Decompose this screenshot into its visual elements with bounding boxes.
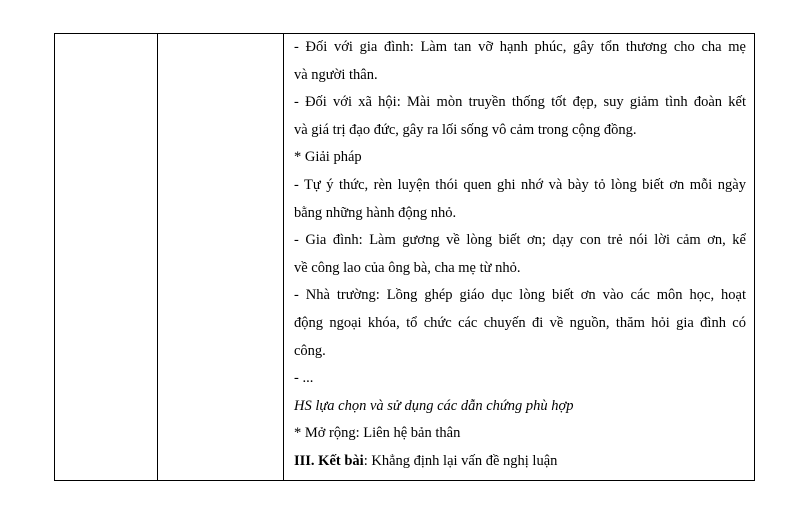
text-line: - Gia đình: Làm gương về lòng biết ơn; dạy con trẻ nói lời cảm ơn, kể: [294, 232, 746, 249]
text-line: HS lựa chọn và sử dụng các dẫn chứng phù hợp: [294, 397, 574, 414]
text-line: - Nhà trường: Lồng ghép giáo dục lòng biết ơn vào các môn học, hoạt: [294, 287, 746, 304]
text-line: và người thân.: [294, 66, 378, 83]
text-line: bằng những hành động nhỏ.: [294, 204, 457, 221]
content-cell: [289, 34, 754, 476]
text-line: - Đối với xã hội: Mài mòn truyền thống tốt đẹp, suy giảm tình đoàn kết: [294, 94, 746, 111]
conclusion-label: III. Kết bài: [294, 452, 364, 469]
text-lines: [294, 34, 746, 420]
conclusion-text: : Khẳng định lại vấn đề nghị luận: [363, 452, 558, 469]
column-divider-2: [283, 34, 284, 480]
text-line: - ...: [294, 370, 314, 387]
text-line: - Tự ý thức, rèn luyện thói quen ghi nhớ và bày tỏ lòng biết ơn mỗi ngày: [294, 176, 746, 193]
text-line: động ngoại khóa, tổ chức các chuyến đi về nguồn, thăm hỏi gia đình có: [294, 314, 746, 331]
text-line: về công lao của ông bà, cha mẹ từ nhỏ.: [294, 259, 521, 276]
conclusion-line: [294, 448, 746, 476]
text-line: và giá trị đạo đức, gây ra lối sống vô cảm trong cộng đồng.: [294, 121, 637, 138]
text-line: công.: [294, 342, 326, 359]
expand-line: * Mở rộng: Liên hệ bản thân: [294, 425, 461, 442]
text-line: * Giải pháp: [294, 149, 362, 166]
text-line: - Đối với gia đình: Làm tan vỡ hạnh phúc, gây tổn thương cho cha mẹ: [294, 39, 746, 55]
content-table: [54, 33, 755, 481]
column-divider-1: [157, 34, 158, 480]
